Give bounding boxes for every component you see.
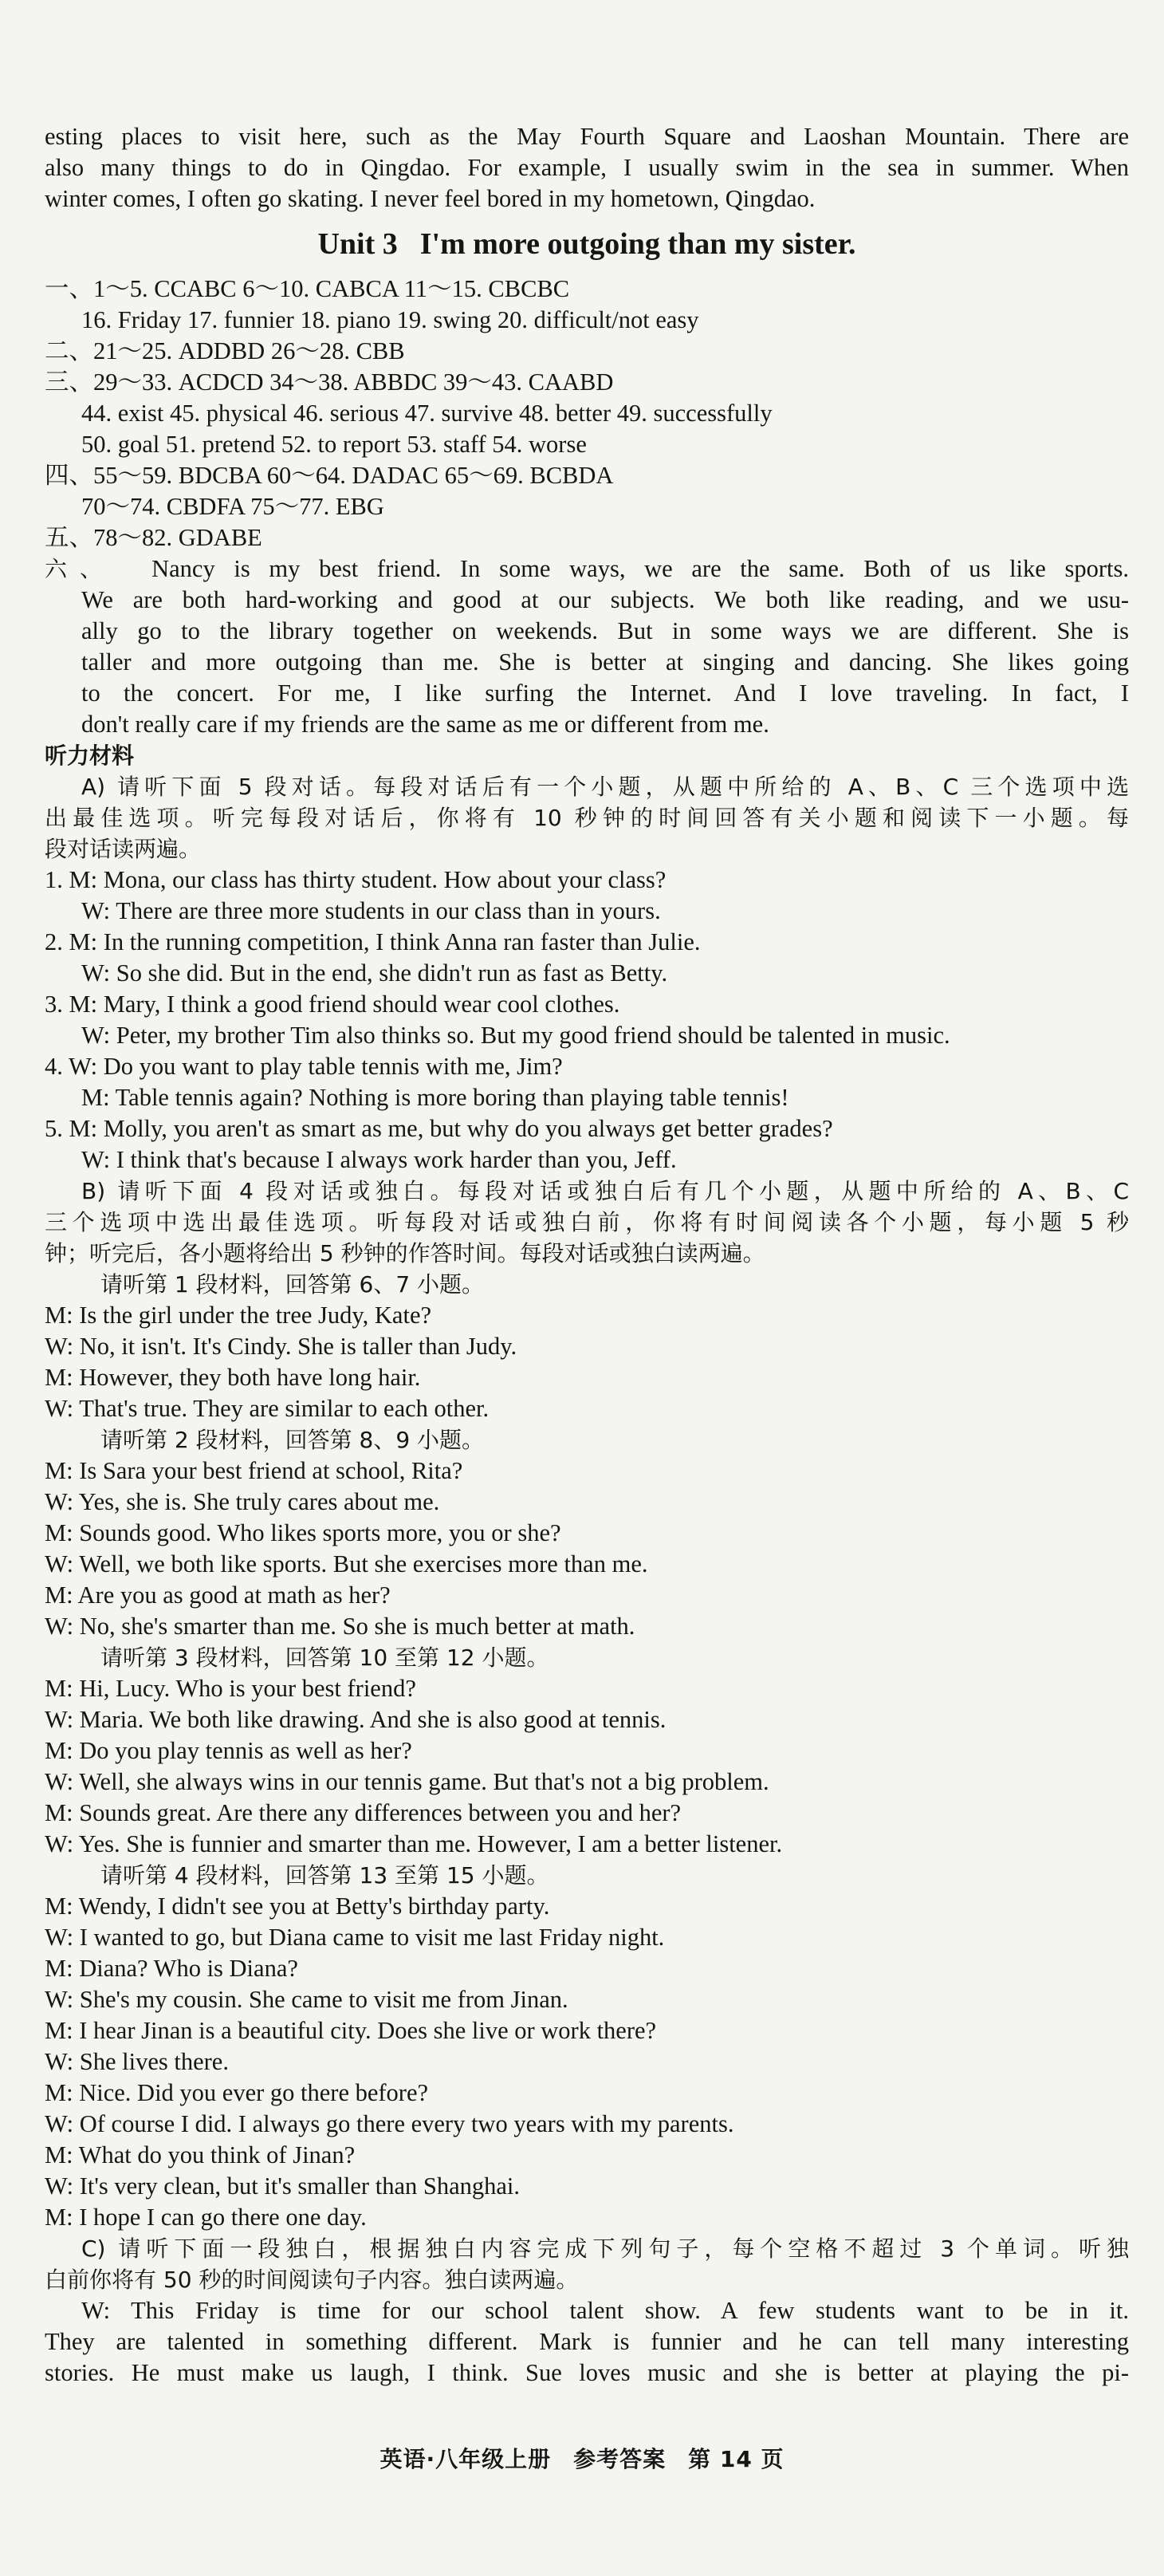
dialogue-line: M: I hope I can go there one day. [45,2204,367,2231]
dialogue-line: 5. M: Molly, you aren't as smart as me, but why do you always get better grades? [45,1115,833,1142]
dialogue-line: M: Are you as good at math as her? [45,1581,391,1609]
sub-instruction: 请听第 1 段材料，回答第 6、7 小题。 [100,1271,485,1298]
writing-line: to the concert. For me, I like surfing the Internet. And I love traveling. In fact, I [81,679,1129,707]
section-c-instructions [45,2233,1129,2295]
dialogue-line: W: Maria. We both like drawing. And she is also good at tennis. [45,1706,667,1733]
dialogue-line: 3. M: Mary, I think a good friend should wear cool clothes. [45,991,620,1018]
dialogue-line: M: Table tennis again? Nothing is more boring than playing table tennis! [81,1084,789,1111]
dialogue-line: M: Wendy, I didn't see you at Betty's birthday party. [45,1893,550,1920]
dialogue-line: W: No, it isn't. It's Cindy. She is taller than Judy. [45,1333,517,1360]
writing-sample [45,553,1129,740]
intro-line: winter comes, I often go skating. I never feel bored in my hometown, Qingdao. [45,185,816,212]
page-footer [0,2442,1164,2474]
intro-line: also many things to do in Qingdao. For example, I usually swim in the sea in summer. When [45,154,1129,181]
instruction-line: 段对话读两遍。 [45,836,202,862]
answer-line: 44. exist 45. physical 46. serious 47. survive 48. better 49. successfully [81,400,773,427]
monologue-line: stories. He must make us laugh, I think. Sue loves music and she is better at playing the pi- [45,2359,1129,2386]
dialogue-line: W: I think that's because I always work harder than you, Jeff. [81,1146,677,1173]
dialogue-line: W: I wanted to go, but Diana came to visit me last Friday night. [45,1924,665,1951]
dialogue-line: W: Well, she always wins in our tennis game. But that's not a big problem. [45,1768,769,1795]
dialogue-line: M: Hi, Lucy. Who is your best friend? [45,1675,416,1702]
dialogue-line: M: Is the girl under the tree Judy, Kate? [45,1302,432,1329]
dialogue-line: M: Diana? Who is Diana? [45,1955,298,1982]
section-a-dialogues [45,865,1129,1176]
intro-line: esting places to visit here, such as the May Fourth Square and Laoshan Mountain. There are [45,123,1129,150]
answer-line: 70～74. CBDFA 75～77. EBG [81,493,384,520]
section-b-instructions [45,1176,1129,1269]
answer-line: 三、29～33. ACDCD 34～38. ABBDC 39～43. CAABD [45,368,614,396]
dialogue-line: W: Of course I did. I always go there every two years with my parents. [45,2110,734,2137]
dialogue-line: M: Sounds great. Are there any differences between you and her? [45,1799,682,1826]
sub-instruction: 请听第 3 段材料，回答第 10 至第 12 小题。 [100,1644,549,1671]
dialogue-line: M: Nice. Did you ever go there before? [45,2079,429,2106]
answer-line: 一、1～5. CCABC 6～10. CABCA 11～15. CBCBC [45,275,570,302]
dialogue-line: W: That's true. They are similar to each other. [45,1395,490,1422]
dialogue-line: W: So she did. But in the end, she didn't run as fast as Betty. [81,959,668,987]
writing-line: taller and more outgoing than me. She is better at singing and dancing. She likes going [81,648,1129,676]
dialogue-line: M: However, they both have long hair. [45,1364,421,1391]
writing-first-text: Nancy is my best friend. In some ways, we are the same. Both of us like sports. [151,555,1129,582]
dialogue-line: 2. M: In the running competition, I think Anna ran faster than Julie. [45,928,701,955]
dialogue-line: W: Peter, my brother Tim also thinks so. But my good friend should be talented in music. [81,1022,950,1049]
writing-line: We are both hard-working and good at our subjects. We both like reading, and we usu- [81,586,1129,613]
footer-section: 参考答案 [573,2446,667,2472]
dialogue-line: 1. M: Mona, our class has thirty student. How about your class? [45,866,667,893]
section-a-instructions [45,771,1129,865]
writing-last-line: don't really care if my friends are the same as me or different from me. [81,711,769,738]
dialogue-line: M: I hear Jinan is a beautiful city. Does she live or work there? [45,2017,657,2044]
monologue-first-line: W: This Friday is time for our school talent show. A few students want to be in it. [81,2297,1129,2324]
footer-page-number: 第 14 页 [688,2446,785,2472]
dialogue-line: M: What do you think of Jinan? [45,2141,356,2168]
dialogue-line: W: No, she's smarter than me. So she is much better at math. [45,1613,635,1640]
unit-title [45,221,1129,267]
dialogue-line: M: Do you play tennis as well as her? [45,1737,412,1764]
monologue-line: They are talented in something different. Mark is funnier and he can tell many interesting [45,2328,1129,2355]
answer-line: 五、78～82. GDABE [45,524,262,551]
instruction-line: 出最佳选项。听完每段对话后，你将有 10 秒钟的时间回答有关小题和阅读下一小题。每 [45,805,1129,831]
unit-label: Unit 3 [317,227,398,261]
dialogue-line: W: She lives there. [45,2048,229,2075]
instruction-line: B) 请听下面 4 段对话或独白。每段对话或独白后有几个小题，从题中所给的 A、B、C [81,1178,1129,1204]
sub-instruction: 请听第 2 段材料，回答第 8、9 小题。 [100,1427,485,1453]
listening-heading: 听力材料 [45,742,135,769]
dialogue-line: W: Yes. She is funnier and smarter than me. However, I am a better listener. [45,1830,783,1857]
instruction-line: 钟；听完后，各小题将给出 5 秒钟的作答时间。每段对话或独白读两遍。 [45,1240,765,1266]
writing-body [45,585,1129,709]
writing-first-line [45,553,1129,585]
dialogue-line: M: Sounds good. Who likes sports more, you or she? [45,1519,561,1546]
dialogue-line: W: Well, we both like sports. But she exercises more than me. [45,1550,648,1578]
dialogue-line: W: Yes, she is. She truly cares about me. [45,1488,440,1515]
page-content [45,121,1129,2389]
answer-line: 四、55～59. BDCBA 60～64. DADAC 65～69. BCBDA [45,462,614,489]
section-b-dialogues [45,1269,1129,2233]
intro-paragraph [45,121,1129,215]
unit-title-text: I'm more outgoing than my sister. [419,227,856,261]
writing-line: ally go to the library together on weekends. But in some ways we are different. She is [81,617,1129,644]
instruction-line: C) 请听下面一段独白，根据独白内容完成下列句子，每个空格不超过 3 个单词。听独 [81,2235,1129,2262]
answer-line: 16. Friday 17. funnier 18. piano 19. swing 20. difficult/not easy [81,306,699,333]
footer-subject: 英语·八年级上册 [379,2446,552,2472]
dialogue-line: W: She's my cousin. She came to visit me from Jinan. [45,1986,568,2013]
monologue-body [45,2326,1129,2389]
dialogue-line: 4. W: Do you want to play table tennis with me, Jim? [45,1053,563,1080]
writing-label: 六、 [45,556,116,582]
answer-key [45,274,1129,553]
dialogue-line: W: It's very clean, but it's smaller than Shanghai. [45,2172,520,2200]
dialogue-line: M: Is Sara your best friend at school, Rita? [45,1457,463,1484]
answer-line: 二、21～25. ADDBD 26～28. CBB [45,337,405,364]
instruction-line: 白前你将有 50 秒的时间阅读句子内容。独白读两遍。 [45,2267,579,2293]
answer-line: 50. goal 51. pretend 52. to report 53. staff 54. worse [81,431,587,458]
instruction-line: 三个选项中选出最佳选项。听每段对话或独白前，你将有时间阅读各个小题，每小题 5 秒 [45,1209,1129,1235]
dialogue-line: W: There are three more students in our class than in yours. [81,897,661,924]
sub-instruction: 请听第 4 段材料，回答第 13 至第 15 小题。 [100,1862,549,1889]
instruction-line: A) 请听下面 5 段对话。每段对话后有一个小题，从题中所给的 A、B、C 三个选项中选 [81,774,1129,800]
